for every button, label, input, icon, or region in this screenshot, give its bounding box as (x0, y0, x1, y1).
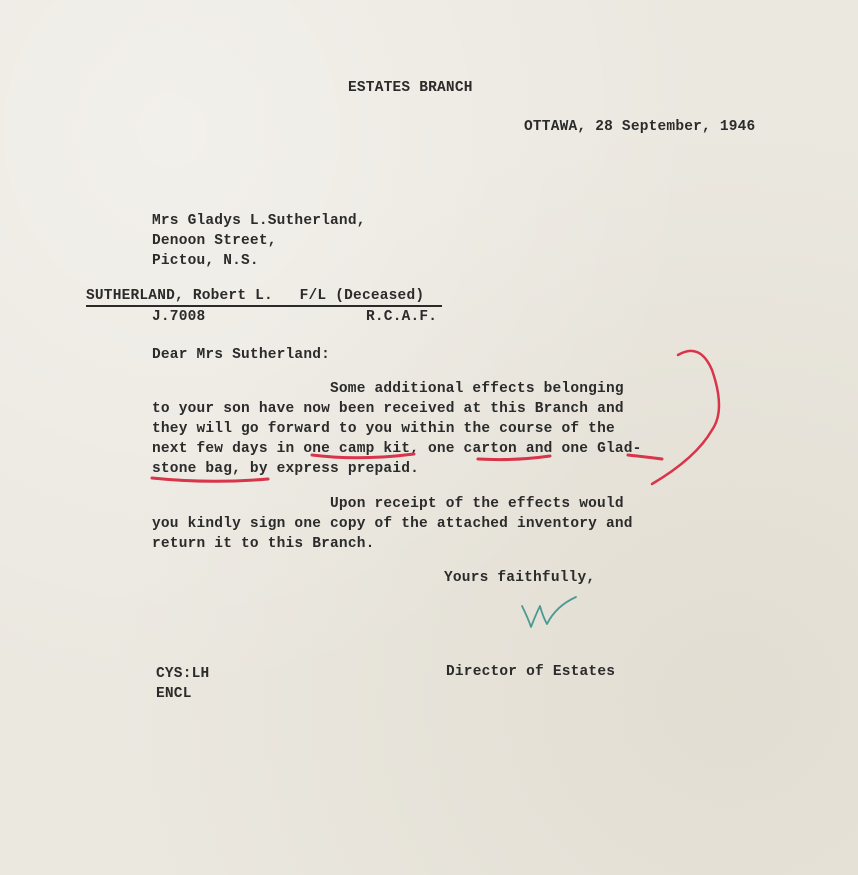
body-p1-line4: next few days in one camp kit, one carton and one Glad- (152, 441, 642, 457)
reference-initials: CYS:LH (156, 666, 210, 682)
red-underline-stone-bag (152, 478, 268, 481)
place-date: OTTAWA, 28 September, 1946 (524, 119, 756, 135)
enclosure-note: ENCL (156, 686, 192, 702)
handwritten-signature (522, 597, 576, 627)
recipient-name: Mrs Gladys L.Sutherland, (152, 213, 366, 229)
closing: Yours faithfully, (444, 570, 596, 586)
subject-service: R.C.A.F. (366, 309, 438, 325)
subject-number: J.7008 (152, 309, 206, 325)
body-p2-line3: return it to this Branch. (152, 536, 375, 552)
red-underline-gladstone (628, 455, 662, 459)
branch-heading: ESTATES BRANCH (348, 80, 473, 96)
signature-title: Director of Estates (446, 664, 616, 680)
subject-name-rank: SUTHERLAND, Robert L. F/L (Deceased) (86, 288, 425, 304)
salutation: Dear Mrs Sutherland: (152, 347, 331, 363)
red-underline-camp-kit (312, 454, 414, 458)
body-p1-line1: Some additional effects belonging (330, 381, 624, 397)
body-p2-line1: Upon receipt of the effects would (330, 496, 624, 512)
body-p1-line2: to your son have now been received at this Branch and (152, 401, 624, 417)
red-margin-bracket (652, 351, 719, 484)
recipient-town: Pictou, N.S. (152, 253, 259, 269)
recipient-street: Denoon Street, (152, 233, 277, 249)
body-p2-line2: you kindly sign one copy of the attached inventory and (152, 516, 633, 532)
body-p1-line3: they will go forward to you within the course of the (152, 421, 615, 437)
body-p1-line5: stone bag, by express prepaid. (152, 461, 420, 477)
red-underline-carton (478, 456, 550, 460)
